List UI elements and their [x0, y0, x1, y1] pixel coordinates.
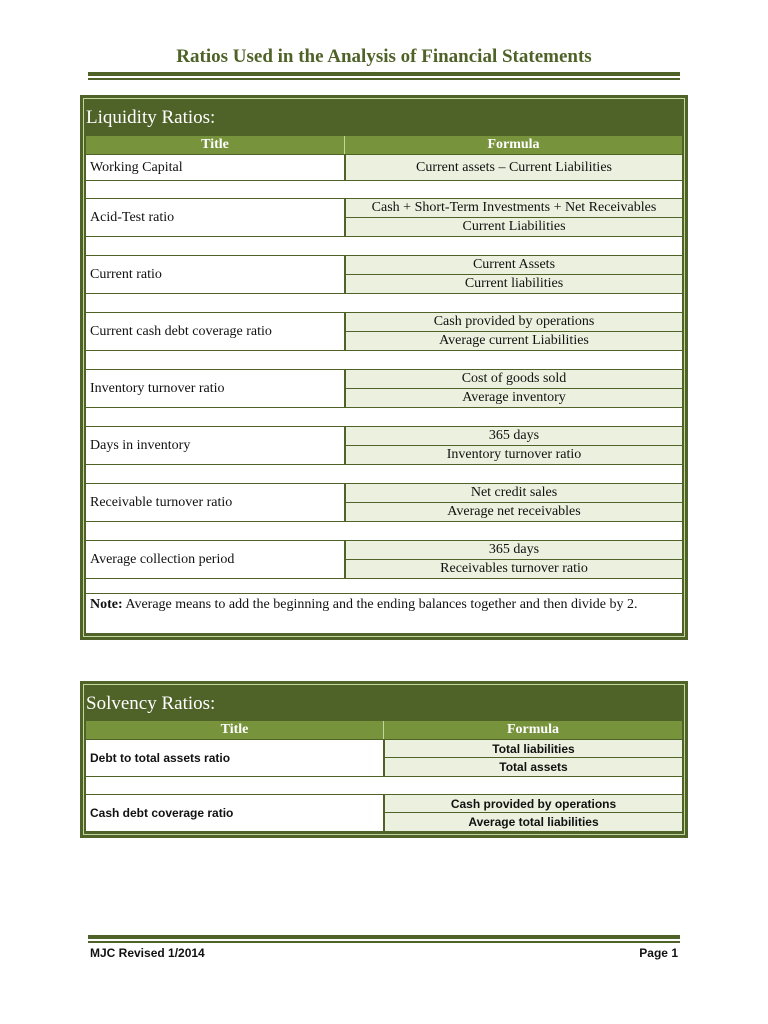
liquidity-panel — [80, 95, 688, 640]
table-row-title: Working Capital — [86, 154, 345, 181]
denominator-cell: Average inventory — [345, 388, 682, 408]
numerator-cell: 365 days — [345, 426, 682, 446]
liquidity-col-title: Title — [86, 136, 345, 154]
footer-revision: MJC Revised 1/2014 — [90, 946, 205, 960]
solvency-col-title: Title — [86, 721, 384, 739]
table-row-title: Acid-Test ratio — [86, 198, 345, 237]
table-row-title: Cash debt coverage ratio — [86, 794, 384, 832]
denominator-cell: Total assets — [384, 757, 682, 777]
numerator-cell: Cost of goods sold — [345, 369, 682, 389]
denominator-cell: Inventory turnover ratio — [345, 445, 682, 465]
table-row-title: Current ratio — [86, 255, 345, 294]
solvency-panel — [80, 681, 688, 838]
table-row-title: Receivable turnover ratio — [86, 483, 345, 522]
denominator-cell: Current Liabilities — [345, 217, 682, 237]
note-label: Note: — [90, 597, 123, 612]
footer-page-number: Page 1 — [639, 946, 678, 960]
page-title: Ratios Used in the Analysis of Financial Statements — [176, 46, 592, 67]
table-row-title: Inventory turnover ratio — [86, 369, 345, 408]
title-rule-thin — [88, 78, 680, 80]
solvency-heading: Solvency Ratios: — [86, 693, 216, 714]
solvency-col-formula: Formula — [384, 721, 682, 739]
denominator-cell: Receivables turnover ratio — [345, 559, 682, 579]
denominator-cell: Current liabilities — [345, 274, 682, 294]
note-text: Average means to add the beginning and the ending balances together and then divide by 2. — [122, 597, 638, 612]
denominator-cell: Average net receivables — [345, 502, 682, 522]
title-rule-thick — [88, 72, 680, 76]
numerator-cell: Cash provided by operations — [345, 312, 682, 332]
numerator-cell: Current Assets — [345, 255, 682, 275]
denominator-cell: Average current Liabilities — [345, 331, 682, 351]
numerator-cell: Net credit sales — [345, 483, 682, 503]
footer-rule-thin — [88, 941, 680, 943]
numerator-cell: Cash provided by operations — [384, 794, 682, 813]
formula-cell: Current assets – Current Liabilities — [345, 154, 682, 181]
table-row-title: Current cash debt coverage ratio — [86, 312, 345, 351]
numerator-cell: Total liabilities — [384, 739, 682, 758]
numerator-cell: 365 days — [345, 540, 682, 560]
denominator-cell: Average total liabilities — [384, 812, 682, 832]
table-row-title: Debt to total assets ratio — [86, 739, 384, 777]
solvency-table — [86, 721, 682, 832]
liquidity-col-formula: Formula — [345, 136, 682, 154]
liquidity-table — [86, 136, 682, 633]
numerator-cell: Cash + Short-Term Investments + Net Receivables — [345, 198, 682, 218]
footer-rule-thick — [88, 935, 680, 939]
table-row-title: Days in inventory — [86, 426, 345, 465]
liquidity-heading: Liquidity Ratios: — [86, 107, 216, 128]
table-row-title: Average collection period — [86, 540, 345, 579]
liquidity-note — [86, 593, 682, 633]
